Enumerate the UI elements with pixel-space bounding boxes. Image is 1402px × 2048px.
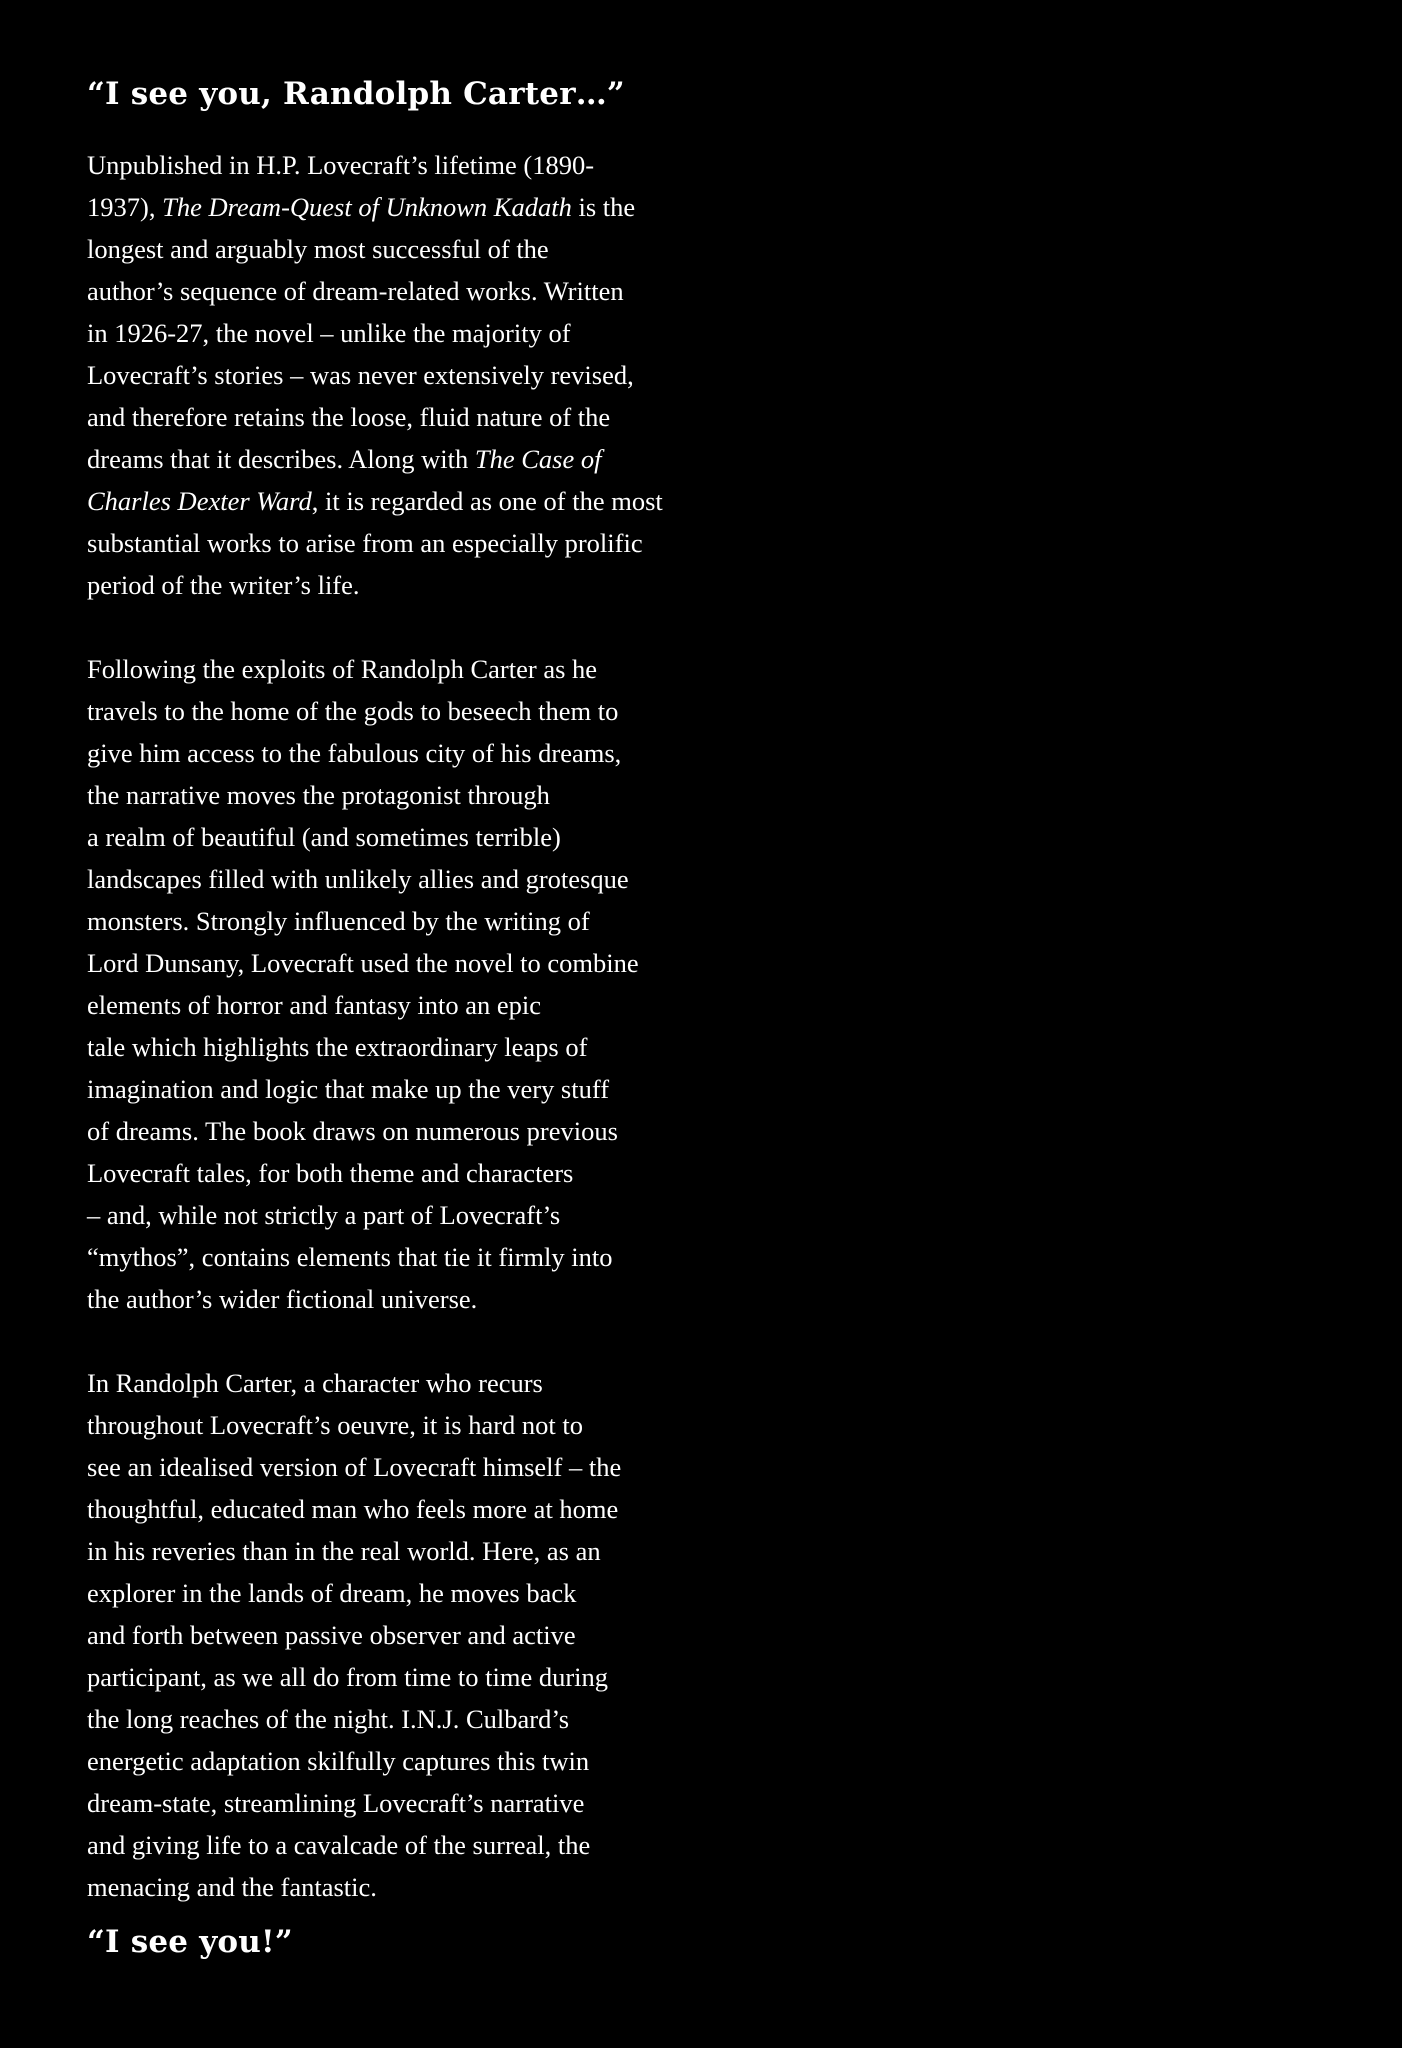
text-line: [87, 1194, 687, 1236]
text-line: [87, 816, 687, 858]
text-run: energetic adaptation skilfully captures this twin: [87, 1746, 590, 1776]
italic-title-run: The Case of: [474, 444, 602, 474]
text-line: [87, 564, 687, 606]
text-line: [87, 690, 687, 732]
text-run: and therefore retains the loose, fluid nature of the: [87, 402, 611, 432]
text-run: landscapes filled with unlikely allies and grotesque: [87, 864, 629, 894]
text-line: [87, 1572, 687, 1614]
text-run: travels to the home of the gods to beseech them to: [87, 696, 619, 726]
text-run: menacing and the fantastic.: [87, 1872, 377, 1902]
text-run: see an idealised version of Lovecraft himself – the: [87, 1452, 622, 1482]
text-run: tale which highlights the extraordinary leaps of: [87, 1032, 588, 1062]
text-line: [87, 1656, 687, 1698]
text-run: in his reveries than in the real world. Here, as an: [87, 1536, 601, 1566]
text-line: [87, 312, 687, 354]
text-run: give him access to the fabulous city of his dreams,: [87, 738, 622, 768]
text-run: the long reaches of the night. I.N.J. Culbard’s: [87, 1704, 570, 1734]
opening-quote-heading: “I see you, Randolph Carter…”: [87, 76, 625, 112]
text-run: the author’s wider fictional universe.: [87, 1284, 478, 1314]
text-line: [87, 1866, 687, 1908]
text-line: [87, 1362, 687, 1404]
text-run: elements of horror and fantasy into an epic: [87, 990, 542, 1020]
text-run: Lovecraft tales, for both theme and characters: [87, 1158, 574, 1188]
text-run: thoughtful, educated man who feels more at home: [87, 1494, 619, 1524]
text-line: [87, 1740, 687, 1782]
text-line: [87, 1446, 687, 1488]
text-run: longest and arguably most successful of the: [87, 234, 549, 264]
text-line: [87, 732, 687, 774]
text-line: [87, 270, 687, 312]
text-run: 1937),: [87, 192, 163, 222]
text-line: [87, 900, 687, 942]
text-run: Lovecraft’s stories – was never extensively revised,: [87, 360, 634, 390]
text-line: [87, 1110, 687, 1152]
text-run: is the: [571, 192, 636, 222]
text-run: “mythos”, contains elements that tie it firmly into: [87, 1242, 613, 1272]
text-line: [87, 1530, 687, 1572]
blurb-page: [87, 72, 687, 1964]
text-line: [87, 1782, 687, 1824]
text-run: a realm of beautiful (and sometimes terrible): [87, 822, 561, 852]
text-line: [87, 1824, 687, 1866]
text-line: [87, 1614, 687, 1656]
blurb-body: [87, 144, 687, 1908]
text-run: of dreams. The book draws on numerous previous: [87, 1116, 618, 1146]
text-run: imagination and logic that make up the very stuff: [87, 1074, 610, 1104]
text-line: [87, 438, 687, 480]
text-run: throughout Lovecraft’s oeuvre, it is hard not to: [87, 1410, 584, 1440]
closing-quote-heading: “I see you!”: [87, 1924, 293, 1960]
italic-title-run: Charles Dexter Ward: [87, 486, 312, 516]
text-run: substantial works to arise from an especially prolific: [87, 528, 643, 558]
text-line: [87, 984, 687, 1026]
text-run: Unpublished in H.P. Lovecraft’s lifetime (1890-: [87, 150, 595, 180]
text-line: [87, 1152, 687, 1194]
paragraph-1: [87, 144, 687, 606]
text-run: the narrative moves the protagonist through: [87, 780, 550, 810]
text-run: Following the exploits of Randolph Carter as he: [87, 654, 598, 684]
text-line: [87, 186, 687, 228]
text-line: [87, 1278, 687, 1320]
text-line: [87, 228, 687, 270]
text-run: Lord Dunsany, Lovecraft used the novel to combine: [87, 948, 639, 978]
text-line: [87, 480, 687, 522]
text-run: In Randolph Carter, a character who recurs: [87, 1368, 543, 1398]
text-run: period of the writer’s life.: [87, 570, 360, 600]
text-run: dreams that it describes. Along with: [87, 444, 475, 474]
text-line: [87, 774, 687, 816]
text-line: [87, 942, 687, 984]
text-run: participant, as we all do from time to time during: [87, 1662, 609, 1692]
text-line: [87, 354, 687, 396]
text-line: [87, 1698, 687, 1740]
italic-title-run: The Dream-Quest of Unknown Kadath: [162, 192, 572, 222]
text-run: and forth between passive observer and active: [87, 1620, 576, 1650]
text-run: monsters. Strongly influenced by the writing of: [87, 906, 590, 936]
text-line: [87, 1026, 687, 1068]
text-line: [87, 648, 687, 690]
text-run: – and, while not strictly a part of Lovecraft’s: [87, 1200, 561, 1230]
text-run: dream-state, streamlining Lovecraft’s narrative: [87, 1788, 585, 1818]
text-line: [87, 1488, 687, 1530]
text-run: , it is regarded as one of the most: [311, 486, 663, 516]
text-line: [87, 144, 687, 186]
text-run: explorer in the lands of dream, he moves back: [87, 1578, 577, 1608]
text-run: in 1926-27, the novel – unlike the majority of: [87, 318, 571, 348]
text-run: and giving life to a cavalcade of the surreal, the: [87, 1830, 591, 1860]
text-line: [87, 396, 687, 438]
paragraph-2: [87, 648, 687, 1320]
paragraph-3: [87, 1362, 687, 1908]
text-line: [87, 1404, 687, 1446]
text-line: [87, 858, 687, 900]
text-line: [87, 522, 687, 564]
text-line: [87, 1236, 687, 1278]
text-line: [87, 1068, 687, 1110]
text-run: author’s sequence of dream-related works. Written: [87, 276, 624, 306]
